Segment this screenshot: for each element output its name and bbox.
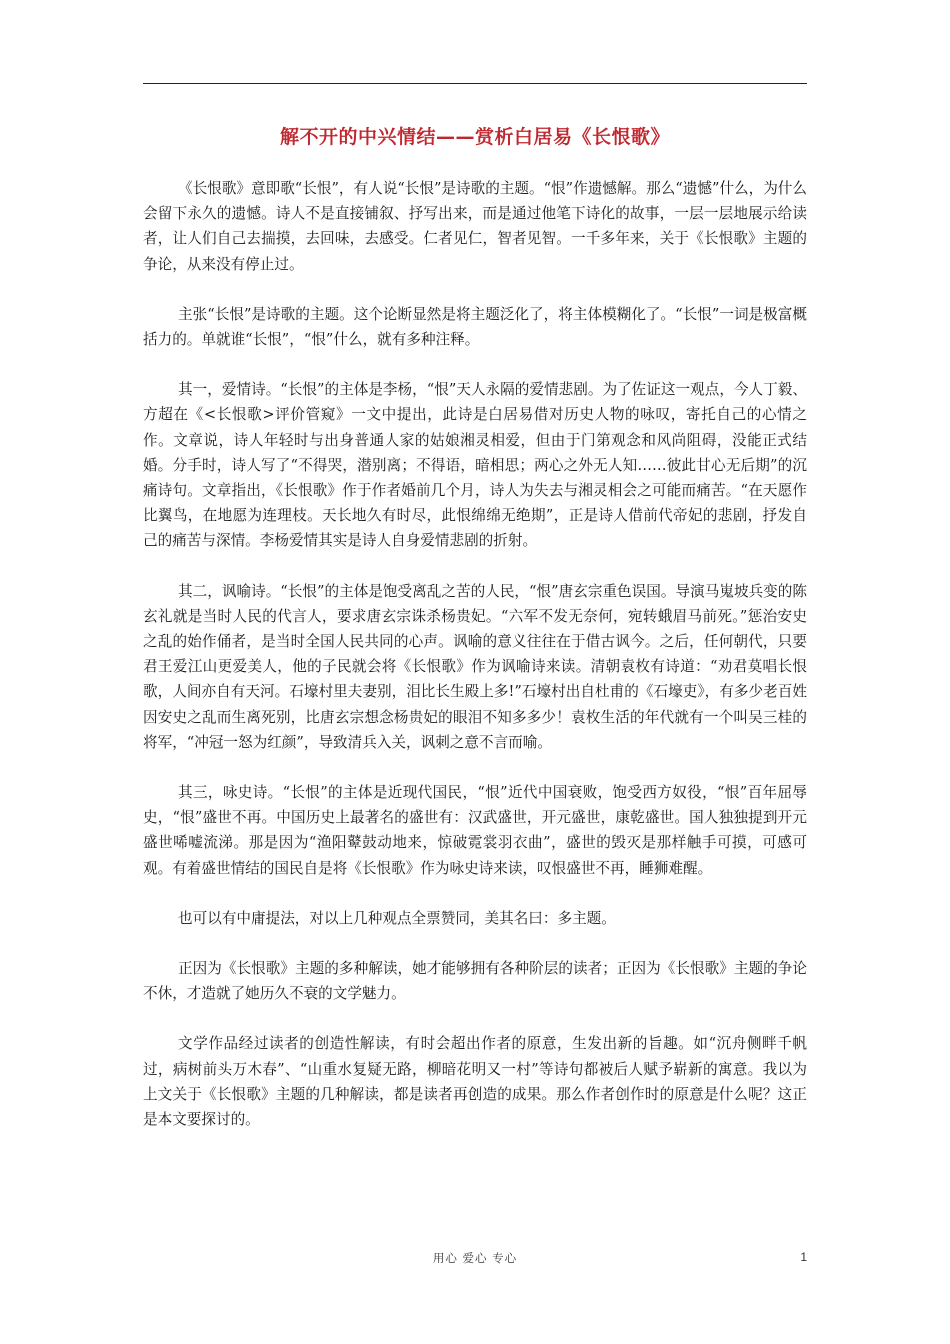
paragraph-5: 其三，咏史诗。“长恨”的主体是近现代国民，“恨”近代中国衰败，饱受西方奴役，“恨”百年屈辱史，“恨”盛世不再。中国历史上最著名的盛世有：汉武盛世，开元盛世，康乾盛世。国人独独提到开元盛世唏嘘流涕。那是因为“渔阳鼙鼓动地来，惊破霓裳羽衣曲”，盛世的毁灭是那样触手可摸，可感可观。有着盛世情结的国民自是将《长恨歌》作为咏史诗来读，叹恨盛世不再，睡狮难醒。 xyxy=(143,784,807,877)
paragraph-2: 主张“长恨”是诗歌的主题。这个论断显然是将主题泛化了，将主体模糊化了。“长恨”一词是极富概括力的。单就谁“长恨”，“恨”什么，就有多种注释。 xyxy=(143,305,807,349)
footer-motto: 用心 爱心 专心 xyxy=(432,1251,518,1265)
paragraph-7: 正因为《长恨歌》主题的多种解读，她才能够拥有各种阶层的读者；正因为《长恨歌》主题的争论不休，才造就了她历久不衰的文学魅力。 xyxy=(143,960,807,1003)
paragraph-3: 其一，爱情诗。“长恨”的主体是李杨，“恨”天人永隔的爱情悲剧。为了佐证这一观点，今人丁毅、方超在《<长恨歌>评价管窥》一文中提出，此诗是白居易借对历史人物的咏叹，寄托自己的心情之作。文章说，诗人年轻时与出身普通人家的姑娘湘灵相爱，但由于门第观念和风尚阻碍，没能正式结婚。分手时，诗人写了“不得哭，潜别离；不得语，暗相思；两心之外无人知……彼此甘心无后期”的沉痛诗句。文章指出，《长恨歌》作于作者婚前几个月，诗人为失去与湘灵相会之可能而痛苦。“在天愿作比翼鸟，在地愿为连理枝。天长地久有时尽，此恨绵绵无绝期”，正是诗人借前代帝妃的悲剧，抒发自己的痛苦与深情。李杨爱情其实是诗人自身爱情悲剧的折射。 xyxy=(143,381,807,550)
paragraph-4: 其二，讽喻诗。“长恨”的主体是饱受离乱之苦的人民，“恨”唐玄宗重色误国。导演马嵬坡兵变的陈玄礼就是当时人民的代言人，要求唐玄宗诛杀杨贵妃。“六军不发无奈何，宛转蛾眉马前死。”惩治安史之乱的始作俑者，是当时全国人民共同的心声。讽喻的意义往往在于借古讽今。之后，任何朝代，只要君王爱江山更爱美人，他的子民就会将《长恨歌》作为讽喻诗来读。清朝袁枚有诗道：“劝君莫唱长恨歌，人间亦自有天河。石壕村里夫妻别，泪比长生殿上多!”石壕村出自杜甫的《石壕吏》，有多少老百姓因安史之乱而生离死别，比唐玄宗想念杨贵妃的眼泪不知多多少！袁枚生活的年代就有一个叫吴三桂的将军，“冲冠一怒为红颜”，导致清兵入关，讽刺之意不言而喻。 xyxy=(143,582,807,751)
paragraph-6: 也可以有中庸提法，对以上几种观点全票赞同，美其名曰：多主题。 xyxy=(178,909,616,927)
page-number: 1 xyxy=(800,1250,807,1264)
paragraph-8: 文学作品经过读者的创造性解读，有时会超出作者的原意，生发出新的旨趣。如“沉舟侧畔千帆过，病树前头万木春”、“山重水复疑无路，柳暗花明又一村”等诗句都被后人赋予崭新的寓意。我以为上文关于《长恨歌》主题的几种解读，都是读者再创造的成果。那么作者创作时的原意是什么呢？这正是本文要探讨的。 xyxy=(143,1035,807,1129)
header-rule xyxy=(143,83,807,84)
document-title: 解不开的中兴情结——赏析白居易《长恨歌》 xyxy=(279,126,670,148)
document-body xyxy=(143,176,807,1157)
paragraph-1: 《长恨歌》意即歌“长恨”，有人说“长恨”是诗歌的主题。“恨”作遗憾解。那么“遗憾”什么，为什么会留下永久的遗憾。诗人不是直接铺叙、抒写出来，而是通过他笔下诗化的故事，一层一层地展示给读者，让人们自己去揣摸，去回味，去感受。仁者见仁，智者见智。一千多年来，关于《长恨歌》主题的争论，从来没有停止过。 xyxy=(143,180,807,273)
